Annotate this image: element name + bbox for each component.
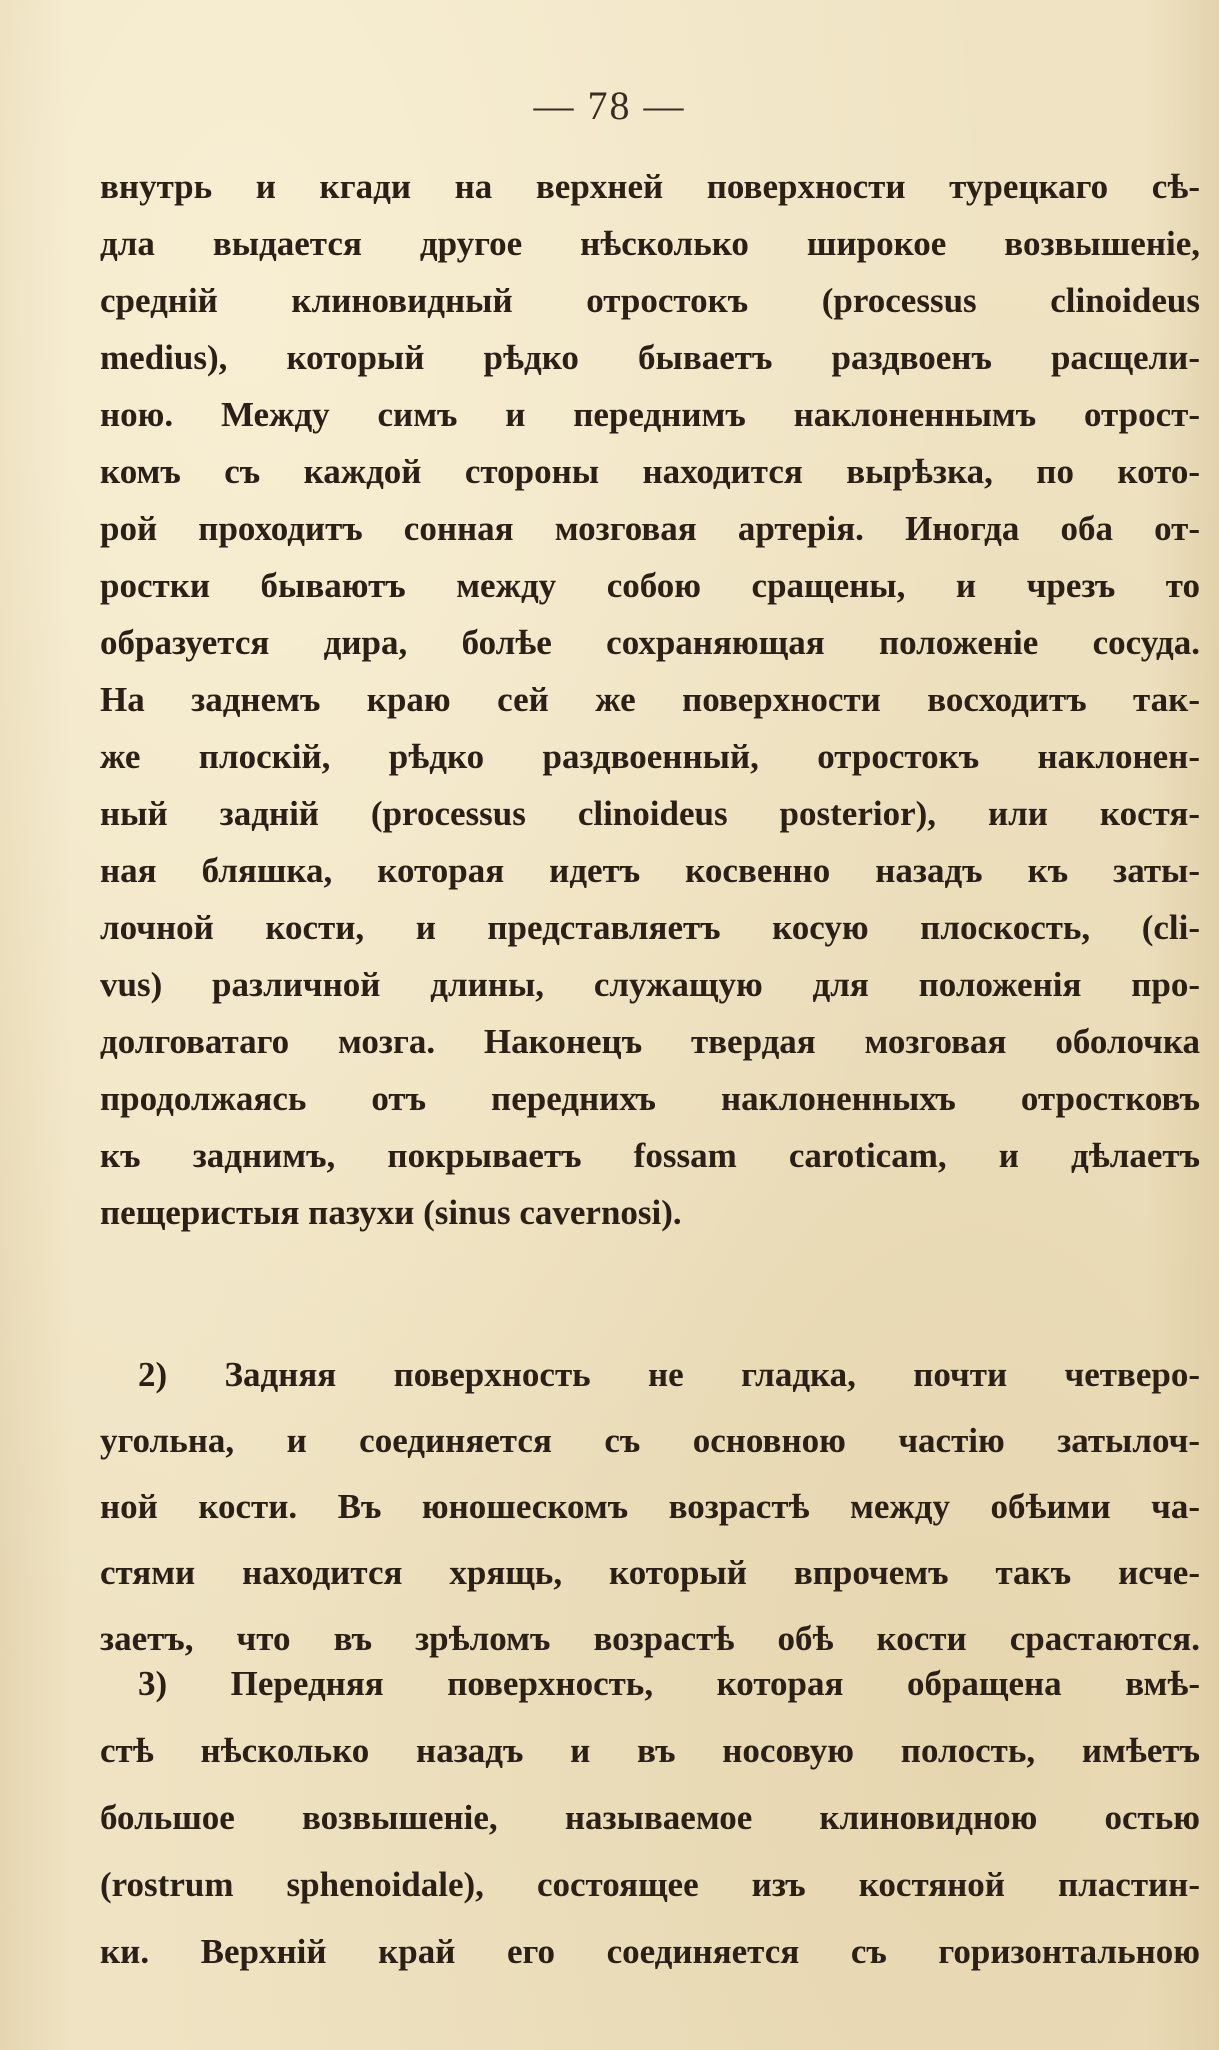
text-line: стями находится хрящь, который впрочемъ такъ исче- — [100, 1553, 1200, 1592]
paragraph-2 — [100, 1342, 1200, 1672]
text-line: ной кости. Въ юношескомъ возрастѣ между обѣими ча- — [100, 1487, 1200, 1526]
text-line: дла выдается другое нѣсколько широкое возвышеніе, — [100, 224, 1200, 263]
text-line: medius), который рѣдко бываетъ раздвоенъ расщели- — [100, 338, 1200, 377]
text-line: внутрь и кгади на верхней поверхности турецкаго сѣ- — [100, 167, 1200, 206]
text-line: долговатаго мозга. Наконецъ твердая мозговая оболочка — [100, 1022, 1200, 1061]
text-line: На заднемъ краю сей же поверхности восходитъ так- — [100, 680, 1200, 719]
text-line: пещеристыя пазухи (sinus cavernosi). — [100, 1193, 682, 1232]
text-line: 3) Передняя поверхность, которая обращена вмѣ- — [138, 1664, 1200, 1703]
text-line: заетъ, что въ зрѣломъ возрастѣ обѣ кости срастаются. — [100, 1619, 1200, 1658]
text-line: 2) Задняя поверхность не гладка, почти четверо- — [138, 1355, 1200, 1394]
text-line: ною. Между симъ и переднимъ наклоненнымъ отрост- — [100, 395, 1200, 434]
paragraph-1 — [100, 158, 1200, 1241]
text-line: къ заднимъ, покрываетъ fossam caroticam, и дѣлаетъ — [100, 1136, 1200, 1175]
page-number: — 78 — — [533, 83, 686, 128]
text-line: угольна, и соединяется съ основною частію затылоч- — [100, 1421, 1200, 1460]
text-line: же плоскій, рѣдко раздвоенный, отростокъ наклонен- — [100, 737, 1200, 776]
text-line: ростки бываютъ между собою сращены, и чрезъ то — [100, 566, 1200, 605]
paragraph-3 — [100, 1650, 1200, 1985]
text-line: продолжаясь отъ переднихъ наклоненныхъ отростковъ — [100, 1079, 1200, 1118]
text-line: образуется дира, болѣе сохраняющая положеніе сосуда. — [100, 623, 1200, 662]
text-line: комъ съ каждой стороны находится вырѣзка, по кото- — [100, 452, 1200, 491]
text-line: ный задній (processus clinoideus posterior), или костя- — [100, 794, 1200, 833]
text-line: большое возвышеніе, называемое клиновидною остью — [100, 1798, 1200, 1837]
text-line: vus) различной длины, служащую для положенія про- — [100, 965, 1200, 1004]
text-line: средній клиновидный отростокъ (processus clinoideus — [100, 281, 1200, 320]
text-line: ная бляшка, которая идетъ косвенно назадъ къ заты- — [100, 851, 1200, 890]
text-line: стѣ нѣсколько назадъ и въ носовую полость, имѣетъ — [100, 1731, 1200, 1770]
text-line: (rostrum sphenoidale), состоящее изъ костяной пластин- — [100, 1865, 1200, 1904]
text-line: лочной кости, и представляетъ косую плоскость, (cli- — [100, 908, 1200, 947]
text-line: ки. Верхній край его соединяется съ горизонтальною — [100, 1932, 1200, 1971]
text-line: рой проходитъ сонная мозговая артерія. Иногда оба от- — [100, 509, 1200, 548]
